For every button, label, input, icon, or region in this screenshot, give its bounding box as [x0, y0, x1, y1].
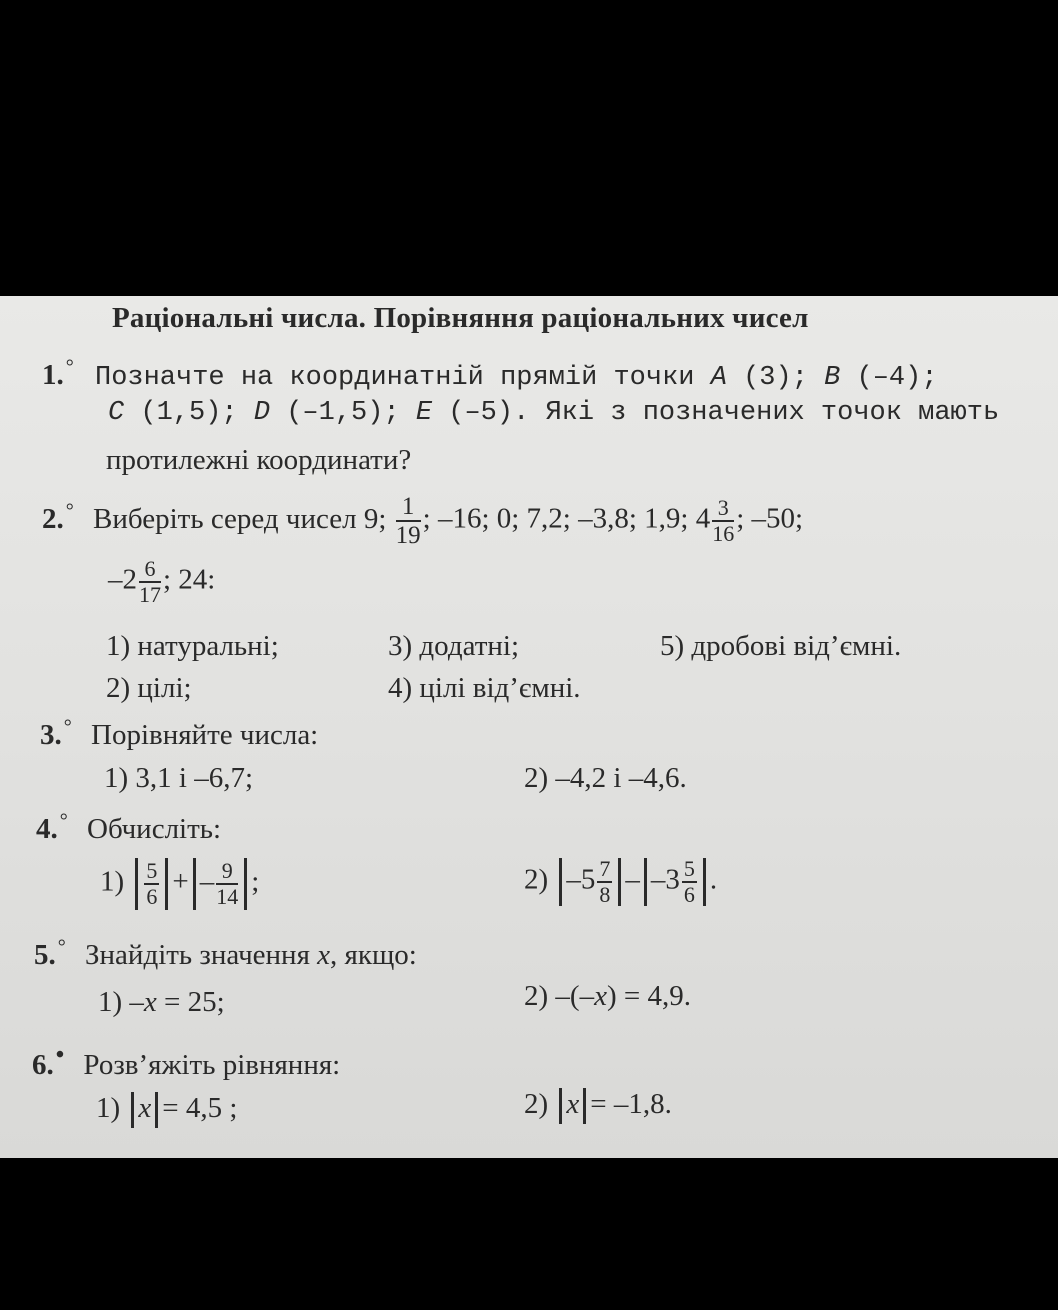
fraction-1-19: $\frac{1}{19}$ [395, 493, 421, 549]
task-2-line-1: 2. ° Виберіть серед чисел 9; $\frac{1}{19}$ ; –16; 0; 7,2; –3,8; 1,9; 4 $\frac{3}{16}$ ; –50; [42, 493, 804, 549]
task-6-heading: 6.• Розв’яжіть рівняння: [32, 1042, 341, 1081]
task-2-option-5: 5) дробові від’ємні. [660, 630, 902, 662]
task-2-option-3: 3) додатні; [388, 630, 520, 662]
fraction-6-17: $\frac{6}{17}$ [139, 556, 161, 607]
page-title: Раціональні числа. Порівняння раціональних чисел [112, 302, 809, 334]
textbook-page [0, 296, 1058, 1158]
task-6-option-1: 1) x = 4,5 ; [96, 1092, 237, 1128]
task-5-heading: 5. ° Знайдіть значення x, якщо: [34, 936, 417, 971]
task-4-part-2: 2) –5 $\frac{7}{8}$ – –3 $\frac{5}{6}$ . [524, 856, 718, 907]
task-2-option-4: 4) цілі від’ємні. [388, 672, 581, 704]
task-1-line-1: 1. ° Позначте на координатній прямій точки A (3); B (–4); [42, 356, 938, 393]
task-6-option-2: 2) x = –1,8. [524, 1088, 672, 1124]
task-2-option-2: 2) цілі; [106, 672, 192, 704]
task-number: 4. ° [36, 810, 68, 845]
task-1-line-3: протилежні координати? [106, 444, 412, 476]
task-number: 6.• [32, 1042, 65, 1081]
task-number: 5. ° [34, 936, 66, 971]
task-4-heading: 4. ° Обчисліть: [36, 810, 222, 845]
fraction-3-16: $\frac{3}{16}$ [712, 495, 735, 546]
task-number: 3. ° [40, 716, 72, 751]
task-2-option-1: 1) натуральні; [106, 630, 279, 662]
task-5-option-2: 2) –(–x) = 4,9. [524, 980, 691, 1012]
task-number: 2. ° [42, 499, 74, 535]
task-3-option-2: 2) –4,2 і –4,6. [524, 762, 687, 794]
task-5-option-1: 1) –x = 25; [98, 986, 225, 1018]
task-4-part-1: 1) $\frac{5}{6}$ + – $\frac{9}{14}$ ; [100, 858, 260, 909]
task-number: 1. ° [42, 356, 74, 391]
task-3-heading: 3. ° Порівняйте числа: [40, 716, 319, 751]
task-1-line-2: C (1,5); D (–1,5); E (–5). Які з позначених точок мають [108, 398, 1000, 428]
task-3-option-1: 1) 3,1 і –6,7; [104, 762, 254, 794]
task-2-line-2: –2 $\frac{6}{17}$ ; 24: [108, 556, 216, 607]
